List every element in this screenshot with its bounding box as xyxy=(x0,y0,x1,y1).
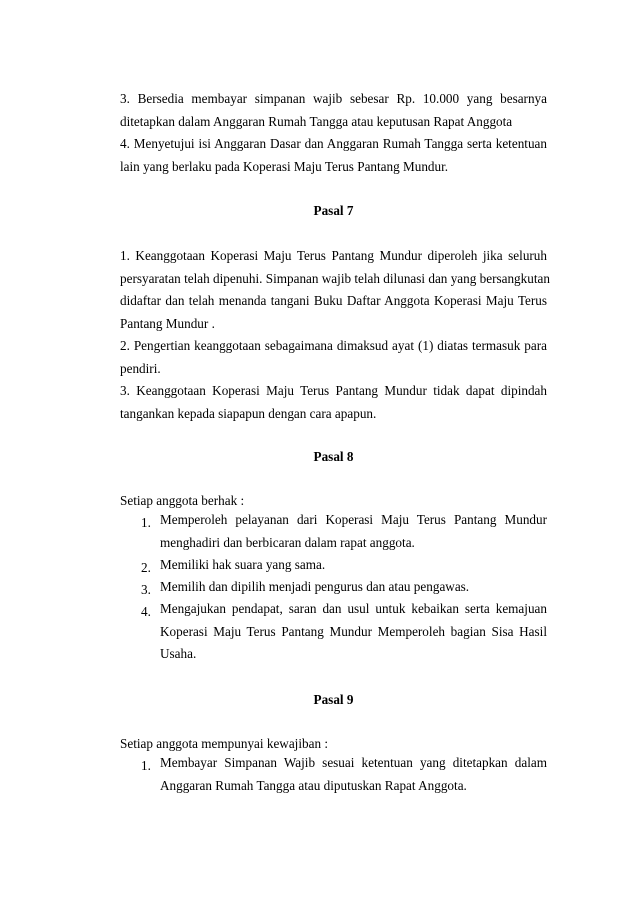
text-line: Membayar Simpanan Wajib sesuai ketentuan yang ditetapkan dalam xyxy=(160,755,547,770)
text-line: Pantang Mundur . xyxy=(120,315,215,331)
text-line: 4. Menyetujui isi Anggaran Dasar dan Anggaran Rumah Tangga serta ketentuan xyxy=(120,136,547,151)
pasal-7-paragraph-3 xyxy=(120,380,547,425)
pasal-7-heading: Pasal 7 xyxy=(313,203,354,218)
list-number: 3. xyxy=(141,582,151,597)
text-line: lain yang berlaku pada Koperasi Maju Terus Pantang Mundur. xyxy=(120,158,449,174)
text-line: Memperoleh pelayanan dari Koperasi Maju Terus Pantang Mundur xyxy=(160,512,547,527)
text-line: didaftar dan telah menanda tangani Buku Daftar Anggota Koperasi Maju Terus xyxy=(120,293,547,308)
text-line: tangankan kepada siapapun dengan cara apapun. xyxy=(120,405,377,421)
paragraph-item-4 xyxy=(120,133,547,178)
list-number: 1. xyxy=(141,515,151,530)
text-line: 3. Bersedia membayar simpanan wajib sebesar Rp. 10.000 yang besarnya xyxy=(120,91,547,106)
pasal-7-paragraph-1 xyxy=(120,245,550,335)
pasal-8-heading: Pasal 8 xyxy=(313,449,354,464)
text-line: Memiliki hak suara yang sama. xyxy=(160,557,326,572)
pasal-9-intro: Setiap anggota mempunyai kewajiban : xyxy=(120,736,329,751)
paragraph-item-3 xyxy=(120,88,547,133)
text-line: Mengajukan pendapat, saran dan usul untuk kebaikan serta kemajuan xyxy=(160,601,547,616)
text-line: Usaha. xyxy=(160,646,197,661)
text-line: Anggaran Rumah Tangga atau diputuskan Rapat Anggota. xyxy=(160,777,467,793)
pasal-7-paragraph-2 xyxy=(120,335,547,380)
list-number: 1. xyxy=(141,758,151,773)
pasal-9-heading: Pasal 9 xyxy=(313,692,354,707)
pasal-8-intro: Setiap anggota berhak : xyxy=(120,493,245,508)
list-number: 4. xyxy=(141,604,151,619)
text-line: ditetapkan dalam Anggaran Rumah Tangga atau keputusan Rapat Anggota xyxy=(120,113,513,129)
text-line: 3. Keanggotaan Koperasi Maju Terus Pantang Mundur tidak dapat dipindah xyxy=(120,383,547,398)
list-number: 2. xyxy=(141,560,151,575)
text-line: 1. Keanggotaan Koperasi Maju Terus Pantang Mundur diperoleh jika seluruh xyxy=(120,248,547,263)
text-line: persyaratan telah dipenuhi. Simpanan wajib telah dilunasi dan yang bersangkutan xyxy=(120,270,550,286)
text-line: Koperasi Maju Terus Pantang Mundur Memperoleh bagian Sisa Hasil xyxy=(160,623,547,639)
text-line: pendiri. xyxy=(120,360,161,376)
text-line: menghadiri dan berbicaran dalam rapat anggota. xyxy=(160,534,415,550)
text-line: Memilih dan dipilih menjadi pengurus dan atau pengawas. xyxy=(160,579,470,594)
text-line: 2. Pengertian keanggotaan sebagaimana dimaksud ayat (1) diatas termasuk para xyxy=(120,338,547,353)
